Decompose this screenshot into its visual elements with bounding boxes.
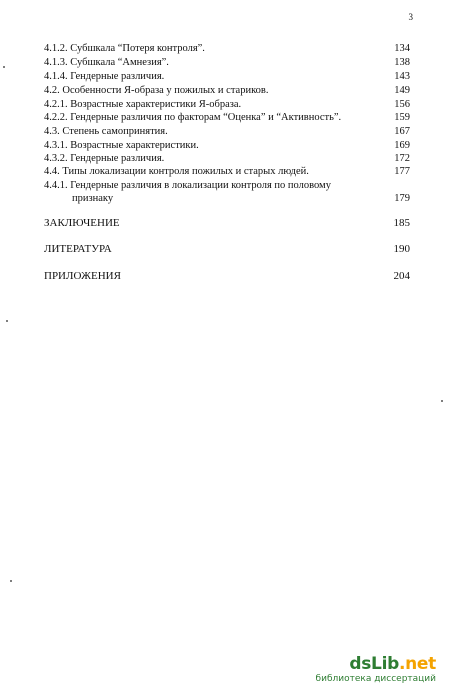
toc-section-label: ПРИЛОЖЕНИЯ <box>44 270 121 282</box>
toc-entry-label: 4.2.2. Гендерные различия по факторам “Оценка” и “Активность”. <box>44 112 342 123</box>
watermark-logo-part1: dsLib <box>349 654 399 674</box>
toc-entry-page: 172 <box>394 153 410 164</box>
toc-entry-page: 179 <box>394 193 410 204</box>
toc-entry-label: 4.1.3. Субшкала “Амнезия”. <box>44 57 169 68</box>
toc-section-label: ЗАКЛЮЧЕНИЕ <box>44 217 120 229</box>
toc-entry-page: 138 <box>394 57 410 68</box>
toc-entry-label: 4.2. Особенности Я-образа у пожилых и стариков. <box>44 85 269 96</box>
toc-entry-label: 4.3.2. Гендерные различия. <box>44 153 165 164</box>
scan-artifact <box>6 320 8 322</box>
toc-entry-page: 169 <box>394 140 410 151</box>
watermark-logo <box>349 654 436 674</box>
toc-entry-page: 149 <box>394 85 410 96</box>
toc-entry-label: признаку <box>72 193 114 204</box>
toc-entry-label: 4.3. Степень самопринятия. <box>44 126 168 137</box>
toc-entry-label: 4.4. Типы локализации контроля пожилых и старых людей. <box>44 166 309 177</box>
toc-section-page: 204 <box>393 270 410 282</box>
dslib-watermark <box>315 654 436 688</box>
toc-entry-page: 143 <box>394 71 410 82</box>
toc-entry-page: 134 <box>394 43 410 54</box>
toc-entry-page: 177 <box>394 166 410 177</box>
toc-entry-label: 4.2.1. Возрастные характеристики Я-образа. <box>44 99 242 110</box>
scan-artifact <box>441 400 443 402</box>
toc-section-page: 190 <box>393 243 410 255</box>
toc-entry-page: 167 <box>394 126 410 137</box>
watermark-tagline: библиотека диссертаций <box>315 674 436 684</box>
toc-entry-label: 4.1.2. Субшкала “Потеря контроля”. <box>44 43 205 54</box>
scan-artifact <box>3 66 5 68</box>
toc-entry-label: 4.3.1. Возрастные характеристики. <box>44 140 199 151</box>
toc-section-label: ЛИТЕРАТУРА <box>44 243 112 255</box>
toc-section-page: 185 <box>393 217 410 229</box>
toc-entry-label: 4.1.4. Гендерные различия. <box>44 71 165 82</box>
watermark-logo-part2: .net <box>398 654 436 674</box>
scan-artifact <box>10 580 12 582</box>
toc-entry-page: 159 <box>394 112 410 123</box>
page-number: 3 <box>408 12 413 22</box>
toc-entry-label: 4.4.1. Гендерные различия в локализации контроля по половому <box>44 180 331 191</box>
toc-entry-page: 156 <box>394 99 410 110</box>
